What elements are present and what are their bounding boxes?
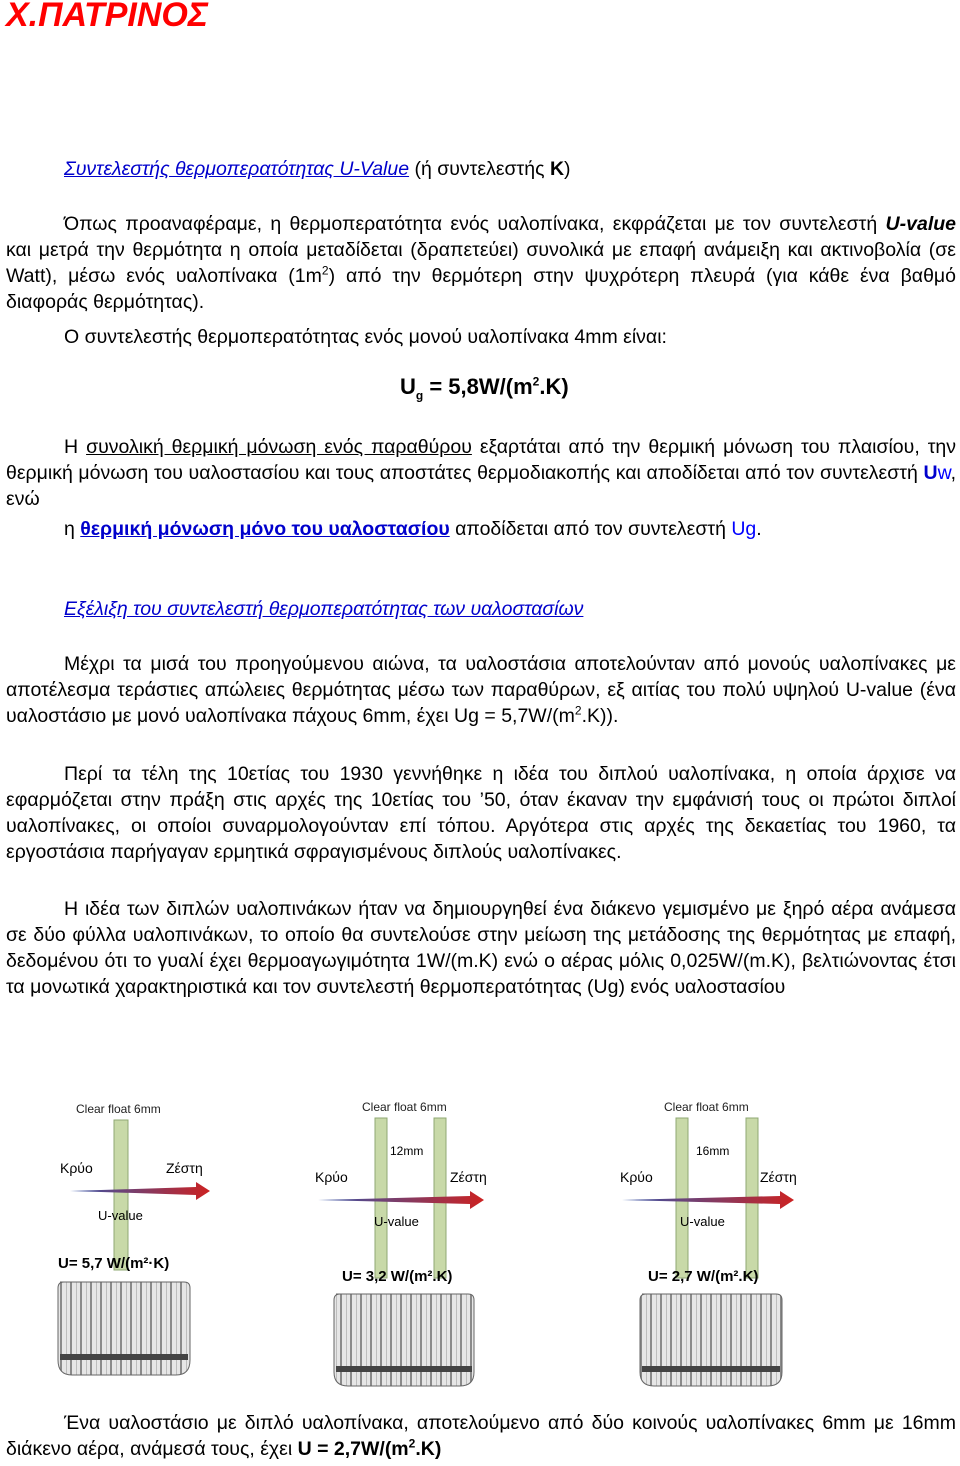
section1-title-line bbox=[64, 156, 571, 182]
p4-link: θερμική μόνωση μόνο του υαλοστασίου bbox=[80, 518, 450, 540]
panel2-uvalue-label: U-value bbox=[374, 1214, 419, 1229]
panel3-result: U= 2,7 W/(m².K) bbox=[648, 1268, 759, 1285]
glazing-comparison-figure bbox=[0, 1090, 960, 1400]
panel1-radiator bbox=[58, 1282, 190, 1375]
s2p1-b: .K)). bbox=[581, 705, 619, 727]
section2-title: Εξέλιξη του συντελεστή θερμοπερατότητας των υαλοστασίων bbox=[64, 598, 584, 620]
p1-uvalue: U-value bbox=[885, 213, 956, 235]
formula-u: U bbox=[400, 374, 416, 399]
section1-paragraph-1 bbox=[6, 211, 956, 315]
p3-link: συνολική θερμική μόνωση ενός παραθύρου bbox=[86, 436, 472, 458]
section1-paragraph-3 bbox=[6, 434, 956, 512]
panel2-heat-arrow bbox=[318, 1191, 484, 1209]
p3-c: , ενώ bbox=[6, 462, 956, 510]
caption-c: .K) bbox=[415, 1438, 442, 1460]
title-end: ) bbox=[564, 158, 571, 180]
section2-paragraph-2: Περί τα τέλη της 10ετίας του 1930 γεννήθηκε η ιδέα του διπλού υαλοπίνακα, η οποία άρχισε να εφαρμόζεται στην πράξη στις αρχές της 10ετίας του ’50, όταν έκαναν την εμφάνισή τους οι πρώτοι διπλοί υαλοπίνακες, οι οποίοι συναρμολογούνταν επί τόπου. Αργότερα στις αρχές της δεκαετίας του 1960, τα εργοστάσια παρήγαγαν ερμητικά σφραγισμένους διπλούς υαλοπίνακες. bbox=[6, 763, 956, 863]
caption-a: Ένα υαλοστάσιο με διπλό υαλοπίνακα, αποτελούμενο από δύο κοινούς υαλοπίνακες 6mm με 16mm διάκενο αέρα, ανάμεσά τους, έχει bbox=[6, 1412, 956, 1460]
p4-end: . bbox=[756, 518, 762, 540]
p3-b: εξαρτάται από την θερμική μόνωση του πλαισίου, την θερμική μόνωση του υαλοστασίου και τους αποστάτες θερμοδιακοπής και αποδίδεται από τον συντελεστή bbox=[6, 436, 957, 484]
panel1-result: U= 5,7 W/(m²·K) bbox=[58, 1255, 170, 1272]
panel1-uvalue-label: U-value bbox=[98, 1208, 143, 1223]
panel3-gap-label: 16mm bbox=[696, 1144, 730, 1158]
panel3-glass-left bbox=[676, 1118, 688, 1278]
p3-a: Η bbox=[64, 436, 87, 458]
panel1-glass-label: Clear float 6mm bbox=[76, 1102, 161, 1116]
section2-paragraph-1 bbox=[6, 651, 956, 729]
brand-header: Χ.ΠΑΤΡΙΝΟΣ bbox=[6, 0, 208, 34]
s2p1-a: Μέχρι τα μισά του προηγούμενου αιώνα, τα υαλοστάσια αποτελούνταν από μονούς υαλοπίνακες με αποτέλεσμα τεράστιες απώλειες θερμότητας μέσω των παραθύρων, εξ αιτίας του πολύ υψηλού U-value (ένα υαλοστάσιο με μονό υαλοπίνακα πάχους 6mm, έχει Ug = 5,7W/(m bbox=[6, 653, 956, 727]
p4-ug: Ug bbox=[731, 518, 757, 540]
section1-paragraph-2: Ο συντελεστής θερμοπερατότητας ενός μονού υαλοπίνακα 4mm είναι: bbox=[64, 326, 667, 348]
p1-a: Όπως προαναφέραμε, η θερμοπερατότητα ενός υαλοπίνακα, εκφράζεται με τον συντελεστή bbox=[64, 213, 886, 235]
figure-panel-single bbox=[58, 1102, 210, 1375]
panel1-cold-label: Κρύο bbox=[60, 1160, 93, 1176]
formula-sup: 2 bbox=[532, 374, 540, 389]
panel2-hot-label: Ζέστη bbox=[450, 1169, 487, 1185]
panel3-radiator bbox=[640, 1294, 782, 1386]
p4-a: η bbox=[64, 518, 81, 540]
panel2-gap-label: 12mm bbox=[390, 1144, 424, 1158]
figure-panel-double-12mm bbox=[315, 1100, 487, 1386]
caption-b: U = 2,7W/(m bbox=[297, 1438, 409, 1460]
panel2-cold-label: Κρύο bbox=[315, 1169, 348, 1185]
p3-uw2: w bbox=[937, 462, 951, 484]
panel2-radiator bbox=[334, 1294, 474, 1386]
formula-mid: = 5,8W/(m bbox=[423, 374, 533, 399]
panel2-glass-left bbox=[375, 1118, 387, 1278]
title-k: Κ bbox=[549, 158, 565, 180]
p1-sup: 2 bbox=[321, 263, 329, 278]
panel3-heat-arrow bbox=[622, 1191, 794, 1209]
section2-paragraph-3: Η ιδέα των διπλών υαλοπινάκων ήταν να δημιουργηθεί ένα διάκενο γεμισμένο με ξηρό αέρα ανάμεσα σε δύο φύλλα υαλοπινάκων, το οποίο θα συντελούσε στην μείωση της μετάδοσης της θερμότητας με επαφή, δεδομένου ότι το γυαλί έχει θερμοαγωγιμότητα 1W/(m.K) ενώ ο αέρας μόλις 0,025W/(m.K), βελτιώνοντας έτσι τα μονωτικά χαρακτηριστικά και τον συντελεστή θερμοπερατότητας (Ug) ενός υαλοστασίου bbox=[6, 898, 956, 998]
panel3-uvalue-label: U-value bbox=[680, 1214, 725, 1229]
s2p1-sup: 2 bbox=[574, 703, 582, 718]
formula-sub: g bbox=[415, 388, 424, 403]
ug-formula bbox=[400, 374, 569, 403]
panel3-glass-label: Clear float 6mm bbox=[664, 1100, 749, 1114]
section1-title: Συντελεστής θερμοπερατότητας U-Value bbox=[64, 158, 410, 180]
panel3-hot-label: Ζέστη bbox=[760, 1169, 797, 1185]
formula-end: .K) bbox=[539, 374, 569, 399]
figure-panel-double-16mm bbox=[620, 1100, 797, 1386]
section1-paragraph-4 bbox=[64, 516, 762, 542]
panel1-heat-arrow bbox=[70, 1182, 210, 1200]
panel1-glass-pane bbox=[114, 1120, 128, 1270]
panel3-cold-label: Κρύο bbox=[620, 1169, 653, 1185]
p3-uw: U bbox=[923, 462, 938, 484]
caption-sup: 2 bbox=[408, 1436, 416, 1451]
panel2-glass-label: Clear float 6mm bbox=[362, 1100, 447, 1114]
p1-b: και μετρά την θερμότητα η οποία μεταδίδεται (δραπετεύει) συνολικά με επαφή ανάμειξη και ακτινοβολία (σε Watt), μέσω ενός υαλοπίνακα (1m bbox=[6, 239, 956, 287]
title-suffix: (ή συντελεστής bbox=[409, 158, 550, 180]
panel2-result: U= 3,2 W/(m².K) bbox=[342, 1268, 453, 1285]
figure-caption bbox=[6, 1410, 956, 1462]
p4-b: αποδίδεται από τον συντελεστή bbox=[449, 518, 732, 540]
panel1-hot-label: Ζέστη bbox=[166, 1160, 203, 1176]
p1-c: ) από την θερμότερη στην ψυχρότερη πλευρά (για κάθε ένα βαθμό διαφοράς θερμότητας). bbox=[6, 265, 956, 313]
